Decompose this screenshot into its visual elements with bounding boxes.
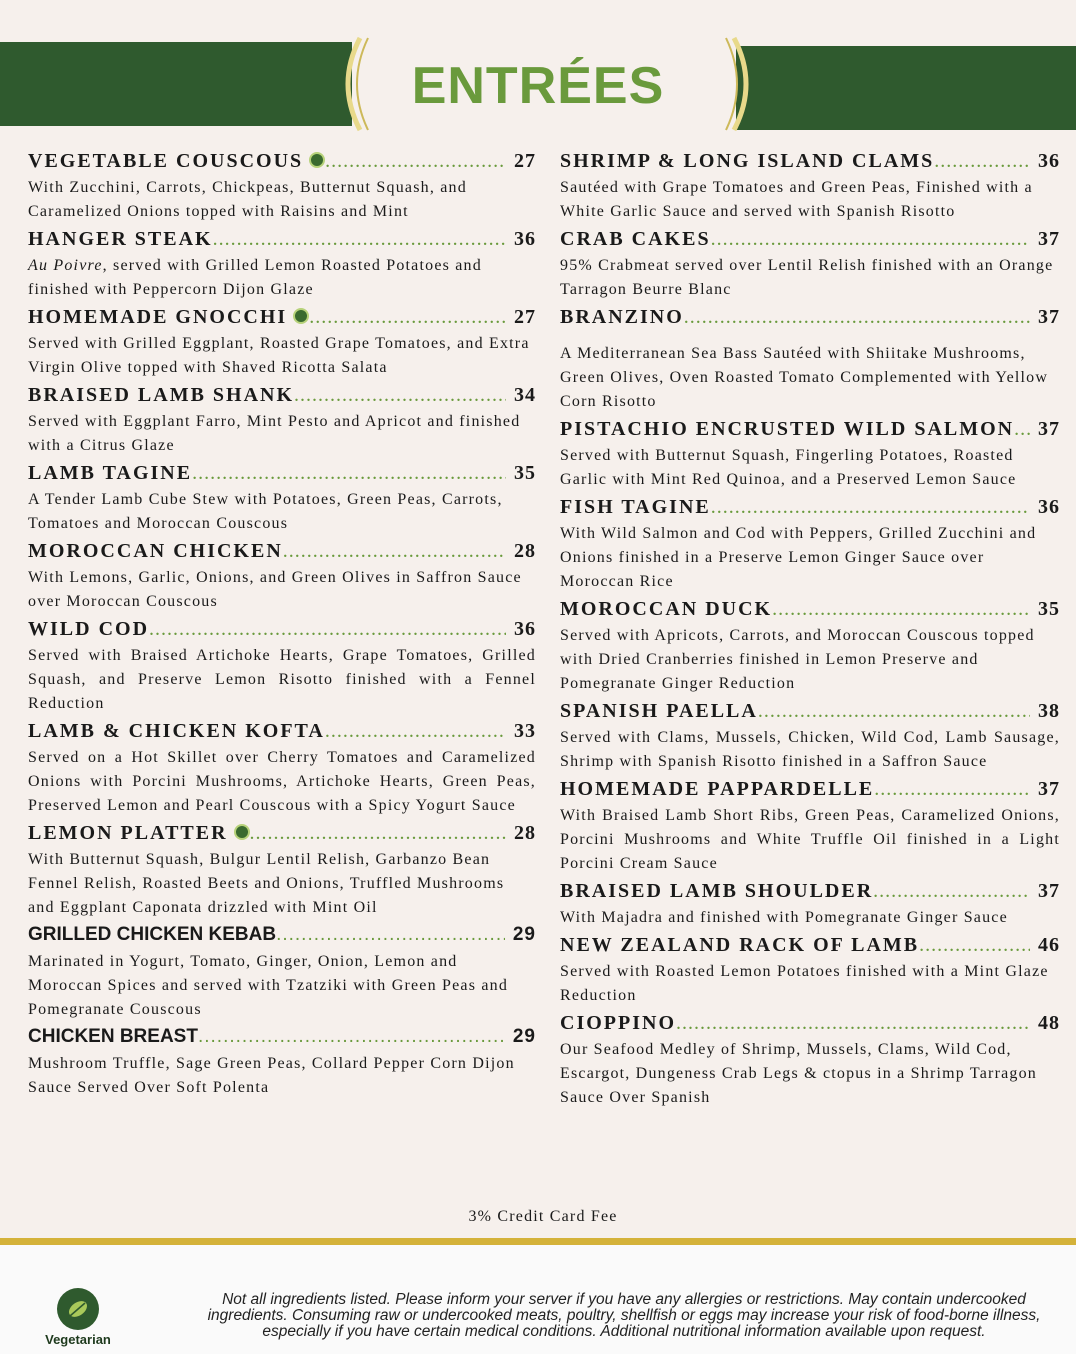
- item-description: Our Seafood Medley of Shrimp, Mussels, Clams, Wild Cod, Escargot, Dungeness Crab Legs & ctopus in a Shrimp Tarragon Sauce Over Spanish: [560, 1041, 1038, 1106]
- menu-item: [560, 932, 1060, 1008]
- item-price: 27: [514, 150, 536, 172]
- leaf-icon: [57, 1288, 99, 1330]
- item-description: Served with Grilled Eggplant, Roasted Grape Tomatoes, and Extra Virgin Olive topped with Shaved Ricotta Salata: [28, 335, 530, 376]
- item-price: 37: [1038, 418, 1060, 440]
- menu-item: [28, 148, 536, 224]
- menu-item: [28, 820, 536, 920]
- leader-dots: [772, 596, 1030, 622]
- footer-divider: [0, 1238, 1076, 1245]
- item-price: 29: [512, 1026, 536, 1047]
- item-price: 37: [1038, 228, 1060, 250]
- item-description: Served with Braised Artichoke Hearts, Grape Tomatoes, Grilled Squash, and Preserve Lemon Risotto finished with a Fennel Reduction: [28, 647, 536, 712]
- item-price: 35: [1038, 598, 1060, 620]
- vegetarian-leaf-icon: [309, 152, 325, 168]
- item-name: BRAISED LAMB SHOULDER: [560, 880, 874, 902]
- item-description: Served on a Hot Skillet over Cherry Tomatoes and Caramelized Onions with Porcini Mushrooms, Artichoke Hearts, Green Peas, Preserved Lemon and Pearl Couscous with a Spicy Yogurt Sauce: [28, 749, 536, 814]
- menu-item: [560, 304, 1060, 414]
- item-price: 38: [1038, 700, 1060, 722]
- item-name: CIOPPINO: [560, 1012, 676, 1034]
- item-name: SHRIMP & LONG ISLAND CLAMS: [560, 150, 935, 172]
- item-description: Served with Eggplant Farro, Mint Pesto and Apricot and finished with a Citrus Glaze: [28, 413, 521, 454]
- leader-dots: [250, 820, 506, 846]
- item-name: LAMB & CHICKEN KOFTA: [28, 720, 325, 742]
- leader-dots: [198, 1024, 505, 1050]
- menu-item: [560, 148, 1060, 224]
- item-description: Served with Apricots, Carrots, and Moroccan Couscous topped with Dried Cranberries finished in Lemon Preserve and Pomegranate Ginger Reduction: [560, 627, 1035, 692]
- menu-item: [560, 226, 1060, 302]
- menu-item: [28, 460, 536, 536]
- item-name: CHICKEN BREAST: [28, 1026, 198, 1047]
- menu-item: [560, 698, 1060, 774]
- item-name: BRANZINO: [560, 306, 684, 328]
- menu-item: [28, 538, 536, 614]
- item-price: 33: [514, 720, 536, 742]
- leader-dots: [192, 460, 506, 486]
- item-description: With Lemons, Garlic, Onions, and Green Olives in Saffron Sauce over Moroccan Couscous: [28, 569, 522, 610]
- leader-dots: [874, 776, 1030, 802]
- item-description: With Braised Lamb Short Ribs, Green Peas, Caramelized Onions, Porcini Mushrooms and White Truffle Oil finished in a Light Porcini Cream Sauce: [560, 807, 1060, 872]
- item-name: HANGER STEAK: [28, 228, 213, 250]
- item-price: 36: [514, 618, 536, 640]
- menu-item: [28, 382, 536, 458]
- leader-dots: [758, 698, 1030, 724]
- vegetarian-leaf-icon: [293, 308, 309, 324]
- menu-item: [28, 1024, 536, 1100]
- item-description: Served with Clams, Mussels, Chicken, Wild Cod, Lamb Sausage, Shrimp with Spanish Risotto finished in a Saffron Sauce: [560, 729, 1060, 770]
- item-name: WILD COD: [28, 618, 150, 640]
- item-name: MOROCCAN CHICKEN: [28, 540, 283, 562]
- item-name: FISH TAGINE: [560, 496, 711, 518]
- leader-dots: [684, 304, 1030, 330]
- item-description: With Majadra and finished with Pomegranate Ginger Sauce: [560, 909, 1008, 926]
- item-description: With Butternut Squash, Bulgur Lentil Relish, Garbanzo Bean Fennel Relish, Roasted Beets and Onions, Truffled Mushrooms and Eggplant Caponata drizzled with Mint Oil: [28, 851, 505, 916]
- item-price: 37: [1038, 306, 1060, 328]
- leader-dots: [1014, 416, 1030, 442]
- leader-dots: [283, 538, 506, 564]
- menu-item: [560, 776, 1060, 876]
- item-price: 46: [1038, 934, 1060, 956]
- menu-item: [28, 718, 536, 818]
- vegetarian-label: Vegetarian: [45, 1332, 111, 1347]
- leader-dots: [711, 226, 1030, 252]
- vegetarian-leaf-icon: [234, 824, 250, 840]
- leader-dots: [934, 148, 1030, 174]
- allergy-disclaimer: Not all ingredients listed. Please inform your server if you have any allergies or restrictions. May contain undercooked ingredients. Consuming raw or undercooked meats, poultry, shellfish or eggs may increase your risk of food-borne illness, especially if you have certain medical conditions. Additional nutritional information available upon request.: [207, 1291, 1041, 1340]
- page-title: ENTRÉES: [411, 57, 665, 115]
- item-description: 95% Crabmeat served over Lentil Relish finished with an Orange Tarragon Beurre Blanc: [560, 257, 1054, 298]
- item-name: PISTACHIO ENCRUSTED WILD SALMON: [560, 418, 1015, 440]
- item-description-rest: , served with Grilled Lemon Roasted Potatoes and finished with Peppercorn Dijon Glaze: [28, 257, 482, 298]
- item-price: 34: [514, 384, 536, 406]
- leader-dots: [294, 382, 506, 408]
- item-price: 37: [1038, 880, 1060, 902]
- item-price: 37: [1038, 778, 1060, 800]
- item-name: HOMEMADE GNOCCHI: [28, 306, 288, 328]
- leader-dots: [325, 148, 506, 174]
- menu-item: [560, 494, 1060, 594]
- item-description: A Mediterranean Sea Bass Sautéed with Shiitake Mushrooms, Green Olives, Oven Roasted Tomato Complemented with Yellow Corn Risotto: [560, 345, 1049, 410]
- menu-item: [560, 416, 1060, 492]
- leader-dots: [919, 932, 1030, 958]
- item-price: 36: [514, 228, 536, 250]
- menu-item: [28, 922, 536, 1022]
- menu-item: [28, 304, 536, 380]
- item-name: CRAB CAKES: [560, 228, 711, 250]
- item-description: Served with Butternut Squash, Fingerling Potatoes, Roasted Garlic with Mint Red Quinoa, and a Preserved Lemon Sauce: [560, 447, 1017, 488]
- item-description: Marinated in Yogurt, Tomato, Ginger, Onion, Lemon and Moroccan Spices and served with Tzatziki with Green Peas and Pomegranate Couscous: [28, 953, 509, 1018]
- menu-column-right: [560, 148, 1060, 1112]
- item-name: VEGETABLE COUSCOUS: [28, 150, 304, 172]
- leader-dots: [873, 878, 1030, 904]
- item-description: Mushroom Truffle, Sage Green Peas, Collard Pepper Corn Dijon Sauce Served Over Soft Polenta: [28, 1055, 515, 1096]
- item-name: HOMEMADE PAPPARDELLE: [560, 778, 875, 800]
- item-description: With Zucchini, Carrots, Chickpeas, Butternut Squash, and Caramelized Onions topped with Raisins and Mint: [28, 179, 467, 220]
- item-price: 27: [514, 306, 536, 328]
- menu-column-left: [28, 148, 536, 1102]
- item-name: LAMB TAGINE: [28, 462, 193, 484]
- leader-dots: [676, 1010, 1030, 1036]
- item-name: MOROCCAN DUCK: [560, 598, 773, 620]
- item-price: 48: [1038, 1012, 1060, 1034]
- item-name: SPANISH PAELLA: [560, 700, 758, 722]
- leader-dots: [711, 494, 1030, 520]
- menu-item: [560, 1010, 1060, 1110]
- menu-item: [28, 226, 536, 302]
- item-name: LEMON PLATTER: [28, 822, 228, 844]
- item-description: Sautéed with Grape Tomatoes and Green Peas, Finished with a White Garlic Sauce and served with Spanish Risotto: [560, 179, 1033, 220]
- credit-card-fee-note: 3% Credit Card Fee: [468, 1208, 618, 1225]
- menu-item: [560, 596, 1060, 696]
- leader-dots: [276, 922, 505, 948]
- menu-item: [560, 878, 1060, 930]
- item-price: 29: [512, 924, 536, 945]
- item-name: NEW ZEALAND RACK OF LAMB: [560, 934, 920, 956]
- item-price: 35: [514, 462, 536, 484]
- item-price: 36: [1038, 150, 1060, 172]
- item-description: [28, 254, 536, 302]
- leader-dots: [325, 718, 506, 744]
- item-price: 28: [514, 822, 536, 844]
- menu-item: [28, 616, 536, 716]
- leader-dots: [309, 304, 506, 330]
- leader-dots: [149, 616, 506, 642]
- vegetarian-logo: [28, 1282, 128, 1350]
- item-name: BRAISED LAMB SHANK: [28, 384, 295, 406]
- item-description: A Tender Lamb Cube Stew with Potatoes, Green Peas, Carrots, Tomatoes and Moroccan Couscous: [28, 491, 503, 532]
- item-price: 28: [514, 540, 536, 562]
- item-description: With Wild Salmon and Cod with Peppers, Grilled Zucchini and Onions finished in a Preserve Lemon Ginger Sauce over Moroccan Rice: [560, 525, 1037, 590]
- item-description-italic: Au Poivre: [28, 257, 103, 274]
- leader-dots: [213, 226, 506, 252]
- item-description: Served with Roasted Lemon Potatoes finished with a Mint Glaze Reduction: [560, 963, 1049, 1004]
- item-price: 36: [1038, 496, 1060, 518]
- item-name: GRILLED CHICKEN KEBAB: [28, 924, 277, 945]
